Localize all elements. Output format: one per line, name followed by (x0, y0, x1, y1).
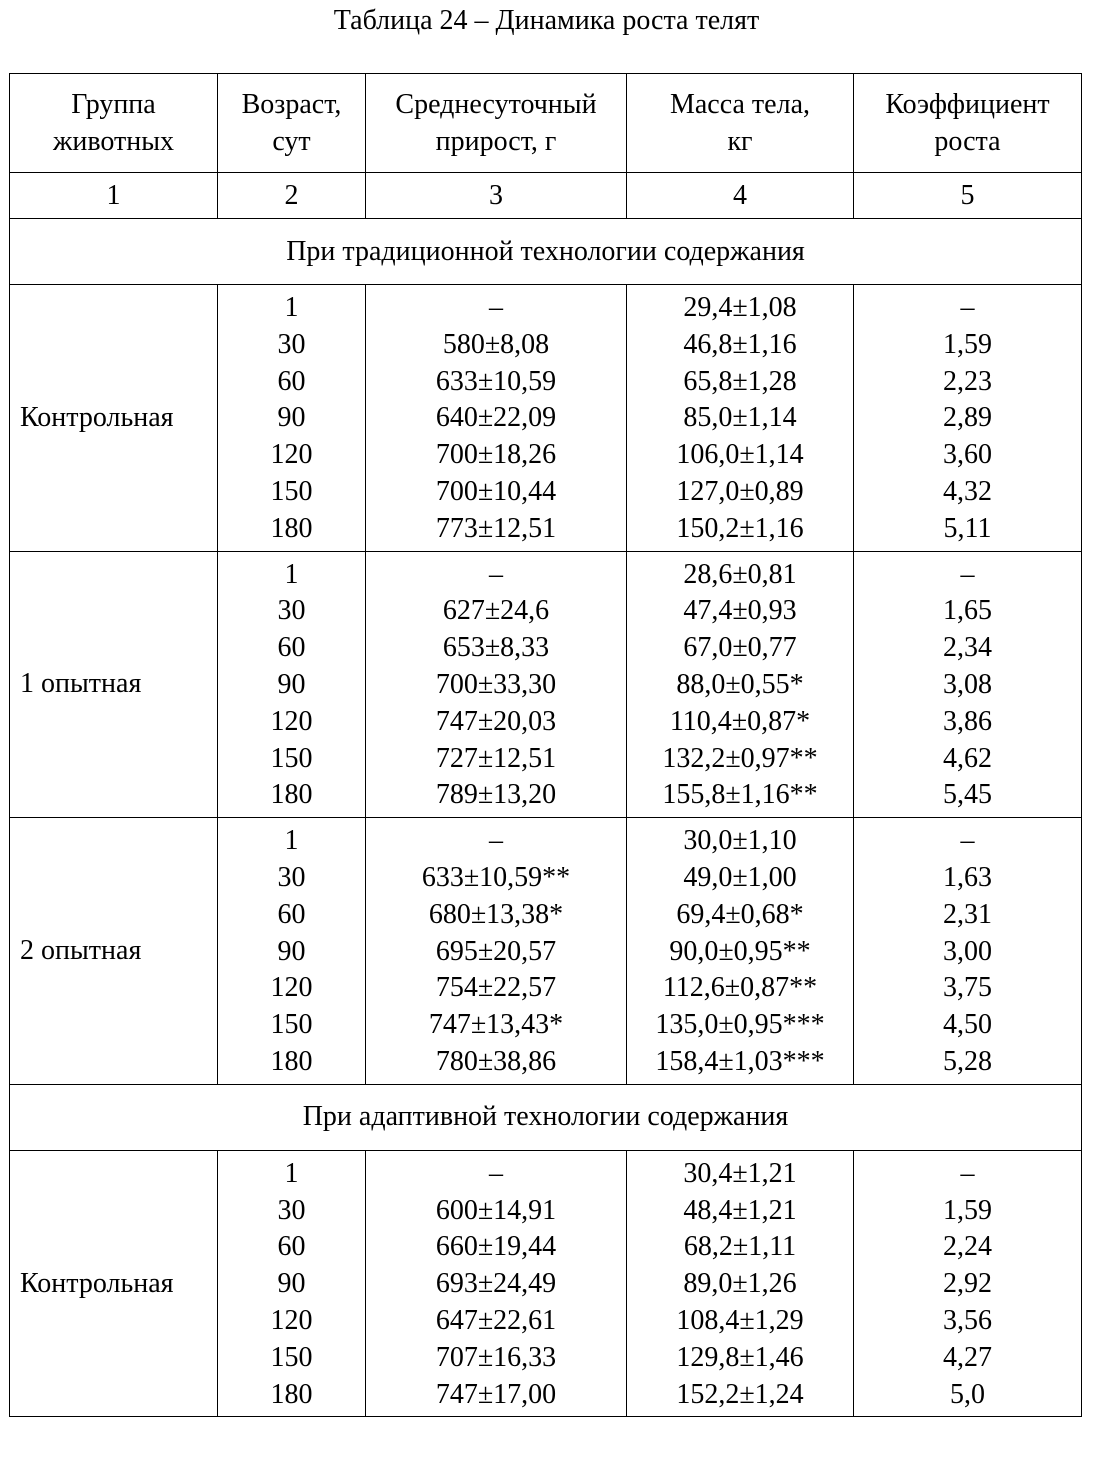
cell-value: 1,59 (943, 1194, 992, 1226)
column-number: 5 (854, 173, 1082, 219)
cell-value: 647±22,61 (435, 1304, 557, 1336)
cell-value: 2,24 (943, 1231, 992, 1263)
column-number: 1 (10, 173, 218, 219)
cell-value: 49,0±1,00 (683, 861, 797, 893)
cell-value: 680±13,38* (428, 898, 564, 930)
cell-value: 580±8,08 (442, 328, 550, 360)
cell-value: – (489, 292, 503, 323)
cell-value: 640±22,09 (435, 402, 557, 434)
cell-value: 4,32 (943, 475, 992, 507)
daily-gain-values (366, 818, 627, 1085)
cell-value: 2,23 (943, 365, 992, 397)
cell-value: 90 (277, 668, 306, 700)
cell-value: 120 (270, 972, 313, 1004)
cell-value: 30,4±1,21 (683, 1157, 797, 1189)
cell-value: 1 (284, 1157, 299, 1189)
cell-value: 46,8±1,16 (683, 328, 797, 360)
column-number-row (10, 173, 1082, 219)
cell-value: 3,00 (943, 935, 992, 967)
cell-value: 4,62 (943, 742, 992, 774)
cell-value: 180 (270, 1378, 313, 1410)
cell-value: 1 (284, 825, 299, 857)
group-row (10, 551, 1082, 818)
cell-value: 660±19,44 (435, 1231, 557, 1263)
cell-value: 108,4±1,29 (676, 1304, 804, 1336)
cell-value: 29,4±1,08 (683, 292, 797, 323)
cell-value: 4,50 (943, 1009, 992, 1041)
section-row (10, 1084, 1082, 1150)
cell-value: 3,60 (943, 439, 992, 471)
cell-value: – (489, 1157, 503, 1189)
cell-value: 633±10,59** (421, 861, 571, 893)
cell-value: 150 (270, 1341, 313, 1373)
cell-value: 600±14,91 (435, 1194, 557, 1226)
age-values (218, 285, 366, 552)
cell-value: 695±20,57 (435, 935, 557, 967)
cell-value: 90,0±0,95** (669, 935, 811, 967)
cell-value: 65,8±1,28 (683, 365, 797, 397)
cell-value: – (960, 825, 975, 857)
cell-value: 2,92 (943, 1268, 992, 1300)
table-caption: Таблица 24 – Динамика роста телят (333, 5, 760, 36)
cell-value: 789±13,20 (435, 779, 557, 811)
cell-value: 28,6±0,81 (683, 558, 797, 590)
group-row (10, 285, 1082, 552)
cell-value: 180 (270, 779, 313, 811)
cell-value: 69,4±0,68* (676, 898, 804, 930)
cell-value: 727±12,51 (435, 742, 557, 774)
cell-value: 1 (284, 292, 299, 323)
cell-value: 110,4±0,87* (669, 705, 811, 737)
group-row (10, 1150, 1082, 1417)
cell-value: 747±13,43* (428, 1009, 564, 1041)
group-name: Контрольная (10, 285, 218, 552)
cell-value: 150 (270, 1009, 313, 1041)
cell-value: 773±12,51 (435, 512, 557, 544)
cell-value: – (489, 558, 503, 590)
group-name: 1 опытная (10, 551, 218, 818)
body-mass-values (627, 818, 854, 1085)
header-age: Возраст, сут (218, 74, 366, 173)
age-values (218, 551, 366, 818)
cell-value: 30 (277, 328, 306, 360)
cell-value: 3,75 (943, 972, 992, 1004)
calf-growth-table (9, 73, 1082, 1417)
column-number: 3 (366, 173, 627, 219)
cell-value: 4,27 (943, 1341, 992, 1373)
cell-value: – (960, 292, 975, 323)
daily-gain-values (366, 1150, 627, 1417)
body-mass-values (627, 551, 854, 818)
header-growth-coef: Коэффициент роста (854, 74, 1082, 173)
cell-value: 85,0±1,14 (683, 402, 797, 434)
cell-value: 1 (284, 558, 299, 590)
column-number: 2 (218, 173, 366, 219)
cell-value: 5,28 (943, 1045, 992, 1077)
header-group: Группа животных (10, 74, 218, 173)
cell-value: 633±10,59 (435, 365, 557, 397)
cell-value: 135,0±0,95*** (655, 1009, 825, 1041)
cell-value: 106,0±1,14 (676, 439, 804, 471)
cell-value: 754±22,57 (435, 972, 557, 1004)
cell-value: 30 (277, 1194, 306, 1226)
section-row (10, 219, 1082, 285)
growth-coef-values (854, 551, 1082, 818)
cell-value: 150 (270, 742, 313, 774)
cell-value: 1,63 (943, 861, 992, 893)
cell-value: 155,8±1,16** (662, 779, 818, 811)
group-name: 2 опытная (10, 818, 218, 1085)
cell-value: 700±33,30 (435, 668, 557, 700)
body-mass-values (627, 285, 854, 552)
cell-value: 1,59 (943, 328, 992, 360)
cell-value: 120 (270, 439, 313, 471)
growth-coef-values (854, 818, 1082, 1085)
cell-value: 707±16,33 (435, 1341, 557, 1373)
body-mass-values (627, 1150, 854, 1417)
age-values (218, 818, 366, 1085)
cell-value: 30 (277, 861, 306, 893)
growth-coef-values (854, 1150, 1082, 1417)
cell-value: 2,89 (943, 402, 992, 434)
cell-value: 3,86 (943, 705, 992, 737)
cell-value: 180 (270, 512, 313, 544)
cell-value: 150 (270, 475, 313, 507)
cell-value: 5,0 (950, 1378, 985, 1410)
cell-value: 180 (270, 1045, 313, 1077)
cell-value: 150,2±1,16 (676, 512, 804, 544)
section-title: При традиционной технологии содержания (10, 219, 1082, 285)
cell-value: 60 (277, 632, 306, 664)
cell-value: 747±20,03 (435, 705, 557, 737)
cell-value: 158,4±1,03*** (655, 1045, 825, 1077)
cell-value: 48,4±1,21 (683, 1194, 797, 1226)
header-row (10, 74, 1082, 173)
cell-value: 89,0±1,26 (683, 1268, 797, 1300)
cell-value: 120 (270, 705, 313, 737)
cell-value: 5,45 (943, 779, 992, 811)
cell-value: 700±18,26 (435, 439, 557, 471)
cell-value: 127,0±0,89 (676, 475, 804, 507)
header-daily-gain: Среднесуточный прирост, г (366, 74, 627, 173)
cell-value: – (960, 558, 975, 590)
group-row (10, 818, 1082, 1085)
column-number: 4 (627, 173, 854, 219)
cell-value: 129,8±1,46 (676, 1341, 804, 1373)
cell-value: 627±24,6 (442, 595, 550, 627)
cell-value: 60 (277, 365, 306, 397)
cell-value: – (489, 825, 503, 857)
cell-value: 90 (277, 935, 306, 967)
cell-value: 152,2±1,24 (676, 1378, 804, 1410)
cell-value: 3,56 (943, 1304, 992, 1336)
cell-value: 700±10,44 (435, 475, 557, 507)
cell-value: 90 (277, 402, 306, 434)
cell-value: 47,4±0,93 (683, 595, 797, 627)
cell-value: 30,0±1,10 (683, 825, 797, 857)
cell-value: 120 (270, 1304, 313, 1336)
cell-value: 653±8,33 (442, 632, 550, 664)
cell-value: 67,0±0,77 (683, 632, 797, 664)
cell-value: 747±17,00 (435, 1378, 557, 1410)
cell-value: 2,31 (943, 898, 992, 930)
cell-value: 132,2±0,97** (662, 742, 818, 774)
cell-value: 88,0±0,55* (676, 668, 804, 700)
section-title: При адаптивной технологии содержания (10, 1084, 1082, 1150)
daily-gain-values (366, 551, 627, 818)
cell-value: 112,6±0,87** (662, 972, 818, 1004)
cell-value: 90 (277, 1268, 306, 1300)
cell-value: 1,65 (943, 595, 992, 627)
growth-coef-values (854, 285, 1082, 552)
cell-value: 60 (277, 898, 306, 930)
cell-value: 5,11 (943, 512, 992, 544)
age-values (218, 1150, 366, 1417)
daily-gain-values (366, 285, 627, 552)
group-name: Контрольная (10, 1150, 218, 1417)
cell-value: 3,08 (943, 668, 992, 700)
cell-value: 60 (277, 1231, 306, 1263)
cell-value: 693±24,49 (435, 1268, 557, 1300)
cell-value: 2,34 (943, 632, 992, 664)
cell-value: 68,2±1,11 (683, 1231, 797, 1263)
cell-value: – (960, 1157, 975, 1189)
cell-value: 30 (277, 595, 306, 627)
header-body-mass: Масса тела, кг (627, 74, 854, 173)
cell-value: 780±38,86 (435, 1045, 557, 1077)
